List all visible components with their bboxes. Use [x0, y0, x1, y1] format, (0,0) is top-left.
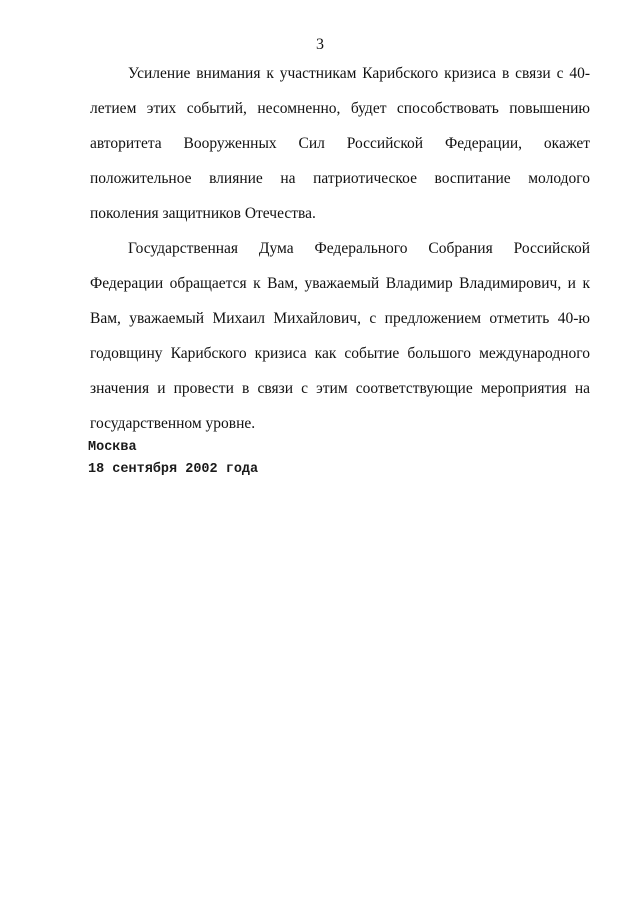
page-number: 3	[316, 36, 324, 53]
signature-city: Москва	[88, 440, 137, 455]
paragraph-2: Государственная Дума Федерального Собрания Российской Федерации обращается к Вам, уважаемый Владимир Владимирович, и к Вам, уважаемый Михаил Михайлович, с предложением отметить 40-ю годовщину Карибского кризиса как событие большого международного значения и провести в связи с этим соответствующие мероприятия на государственном уровне.	[90, 240, 590, 432]
paragraph-1: Усиление внимания к участникам Карибского кризиса в связи с 40-летием этих событий, несомненно, будет способствовать повышению авторитета Вооруженных Сил Российской Федерации, окажет положительное влияние на патриотическое воспитание молодого поколения защитников Отечества.	[90, 65, 590, 222]
document-body	[90, 56, 590, 441]
place-and-date	[88, 437, 258, 481]
signature-date: 18 сентября 2002 года	[88, 462, 259, 477]
